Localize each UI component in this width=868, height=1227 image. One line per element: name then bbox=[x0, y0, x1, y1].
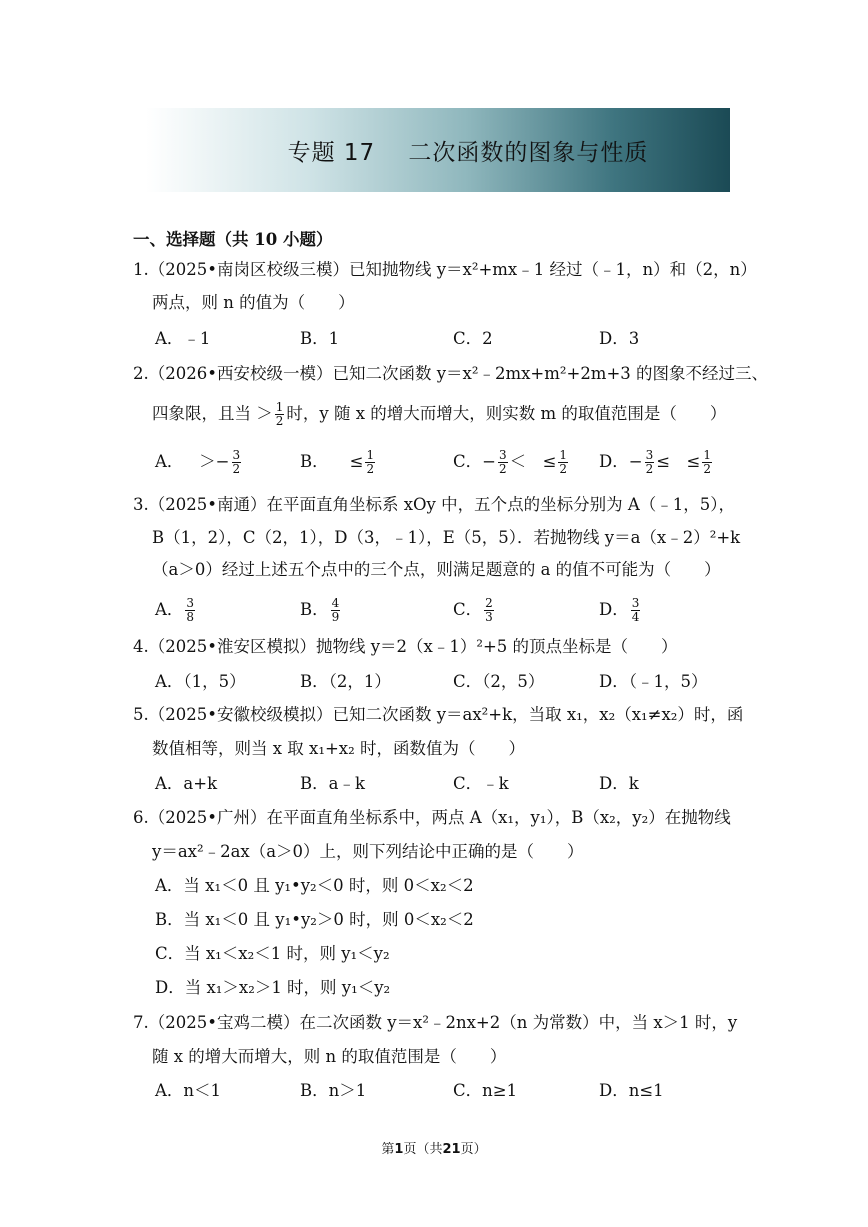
question-4-option-a: A．（1，5） bbox=[155, 672, 246, 691]
question-6-option-d: D．当 x₁＞x₂＞1 时，则 y₁＜y₂ bbox=[155, 978, 391, 997]
fraction-denominator: 2 bbox=[232, 462, 241, 476]
question-4-option-c: C．（2，5） bbox=[453, 672, 545, 691]
question-2-line-2-post: 时，y 随 x 的增大而增大，则实数 m 的取值范围是（ ） bbox=[286, 404, 727, 423]
question-6-line-1: 6.（2025•广州）在平面直角坐标系中，两点 A（x₁，y₁），B（x₂，y₂）在抛物线 bbox=[133, 808, 731, 827]
question-4-line-1: 4.（2025•淮安区模拟）抛物线 y＝2（x﹣1）²+5 的顶点坐标是（ ） bbox=[133, 637, 678, 656]
question-4-option-d: D．（﹣1，5） bbox=[599, 672, 708, 691]
question-4-option-b: B．（2，1） bbox=[300, 672, 391, 691]
title-banner bbox=[146, 108, 730, 192]
question-7-option-d: D．n≤1 bbox=[599, 1081, 664, 1100]
fraction bbox=[331, 597, 341, 624]
fraction bbox=[185, 597, 195, 624]
fraction-numerator: 3 bbox=[645, 448, 654, 462]
page-number: 1 bbox=[394, 1142, 404, 1157]
option-label: A． bbox=[155, 600, 184, 619]
option-label: D． bbox=[599, 600, 629, 619]
fraction-denominator: 2 bbox=[366, 462, 375, 476]
question-3-line-1: 3.（2025•南通）在平面直角坐标系 xOy 中，五个点的坐标分别为 A（﹣1，5）， bbox=[133, 495, 736, 514]
fraction bbox=[365, 449, 375, 476]
fraction-denominator: 2 bbox=[703, 462, 711, 476]
question-1-option-b: B．1 bbox=[300, 329, 340, 348]
question-7-option-a: A．n＜1 bbox=[155, 1081, 222, 1100]
fraction-denominator: 8 bbox=[186, 610, 195, 624]
footer-text: 页） bbox=[460, 1142, 487, 1157]
fraction-denominator: 9 bbox=[331, 610, 340, 624]
question-7-line-2: 随 x 的增大而增大，则 n 的取值范围是（ ） bbox=[152, 1047, 507, 1066]
question-7-line-1: 7.（2025•宝鸡二模）在二次函数 y＝x²﹣2nx+2（n 为常数）中，当 x＞1 时，y bbox=[133, 1013, 738, 1032]
fraction bbox=[631, 597, 641, 624]
question-1-option-d: D．3 bbox=[599, 329, 640, 348]
footer-text: 页（共 bbox=[403, 1142, 443, 1157]
question-5-option-a: A．a+k bbox=[155, 774, 218, 793]
option-text: ＞− bbox=[199, 452, 230, 471]
option-label: C． bbox=[453, 600, 483, 619]
fraction-numerator: 2 bbox=[485, 596, 493, 610]
fraction-denominator: 2 bbox=[275, 414, 284, 428]
question-6-option-a: A．当 x₁＜0 且 y₁•y₂＜0 时，则 0＜x₂＜2 bbox=[155, 876, 474, 895]
question-7-option-b: B．n＞1 bbox=[300, 1081, 367, 1100]
option-text: ≤ ≤ bbox=[656, 452, 701, 471]
fraction-denominator: 2 bbox=[645, 462, 654, 476]
question-5-line-2: 数值相等，则当 x 取 x₁+x₂ 时，函数值为（ ） bbox=[152, 739, 525, 758]
question-3-option-d bbox=[599, 597, 642, 624]
section-title: 一、选择题（共 10 小题） bbox=[133, 230, 333, 249]
question-3-option-a bbox=[155, 597, 197, 624]
question-6-line-2: y＝ax²﹣2ax（a＞0）上，则下列结论中正确的是（ ） bbox=[152, 842, 584, 861]
page-footer bbox=[0, 1138, 868, 1157]
fraction-numerator: 3 bbox=[498, 448, 507, 462]
fraction-numerator: 1 bbox=[275, 400, 284, 414]
question-3-line-3: （a＞0）经过上述五个点中的三个点，则满足题意的 a 的值不可能为（ ） bbox=[152, 560, 721, 579]
fraction bbox=[645, 449, 655, 476]
page-title: 专题 17 二次函数的图象与性质 bbox=[287, 139, 649, 166]
option-text: ≤ bbox=[349, 452, 364, 471]
question-6-option-b: B．当 x₁＜0 且 y₁•y₂＞0 时，则 0＜x₂＜2 bbox=[155, 910, 474, 929]
question-1-line-2: 两点，则 n 的值为（ ） bbox=[152, 293, 355, 312]
question-3-line-2: B（1，2），C（2，1），D（3，﹣1），E（5，5）．若抛物线 y＝a（x﹣2）²+k bbox=[152, 528, 741, 547]
fraction-numerator: 3 bbox=[232, 448, 241, 462]
question-2-line-2-pre: 四象限，且当 ＞ bbox=[152, 404, 273, 423]
fraction bbox=[558, 449, 568, 476]
option-label: B． bbox=[300, 452, 329, 471]
question-5-line-1: 5.（2025•安徽校级模拟）已知二次函数 y＝ax²+k，当取 x₁，x₂（x₁≠x₂）时，函 bbox=[133, 705, 744, 724]
option-label: A． bbox=[155, 452, 184, 471]
fraction bbox=[232, 449, 242, 476]
question-2-option-a bbox=[155, 449, 243, 476]
fraction-numerator: 3 bbox=[631, 596, 640, 610]
total-pages: 21 bbox=[442, 1142, 461, 1157]
option-label: C．− bbox=[453, 452, 496, 471]
question-5-option-c: C．﹣k bbox=[453, 774, 509, 793]
question-3-option-c bbox=[453, 597, 496, 624]
question-2-option-d bbox=[599, 449, 714, 476]
question-2-line-2 bbox=[152, 401, 726, 428]
question-7-option-c: C．n≥1 bbox=[453, 1081, 518, 1100]
fraction-numerator: 1 bbox=[703, 448, 711, 462]
question-6-option-c: C．当 x₁＜x₂＜1 时，则 y₁＜y₂ bbox=[155, 944, 390, 963]
fraction-numerator: 4 bbox=[331, 596, 340, 610]
question-5-option-b: B．a﹣k bbox=[300, 774, 365, 793]
question-1-line-1: 1.（2025•南岗区校级三模）已知抛物线 y＝x²+mx﹣1 经过（﹣1，n）和（2，n） bbox=[133, 260, 757, 279]
question-2-option-b bbox=[300, 449, 377, 476]
question-1-option-a: A．﹣1 bbox=[155, 329, 211, 348]
option-label: D．− bbox=[599, 452, 643, 471]
question-2-line-1: 2.（2026•西安校级一模）已知二次函数 y＝x²﹣2mx+m²+2m+3 的图象不经过三、 bbox=[133, 364, 769, 383]
question-2-option-c bbox=[453, 449, 570, 476]
fraction-denominator: 2 bbox=[559, 462, 568, 476]
fraction-numerator: 3 bbox=[186, 596, 195, 610]
fraction-denominator: 2 bbox=[498, 462, 507, 476]
fraction-numerator: 1 bbox=[559, 448, 568, 462]
question-5-option-d: D．k bbox=[599, 774, 639, 793]
fraction bbox=[702, 449, 712, 476]
question-3-option-b bbox=[300, 597, 342, 624]
fraction bbox=[275, 401, 285, 428]
fraction-numerator: 1 bbox=[366, 448, 375, 462]
fraction-denominator: 4 bbox=[631, 610, 640, 624]
fraction-denominator: 3 bbox=[485, 610, 493, 624]
footer-text: 第 bbox=[381, 1142, 395, 1157]
fraction bbox=[484, 597, 494, 624]
question-1-option-c: C．2 bbox=[453, 329, 493, 348]
option-label: B． bbox=[300, 600, 329, 619]
option-text: ＜ ≤ bbox=[509, 452, 557, 471]
fraction bbox=[498, 449, 508, 476]
